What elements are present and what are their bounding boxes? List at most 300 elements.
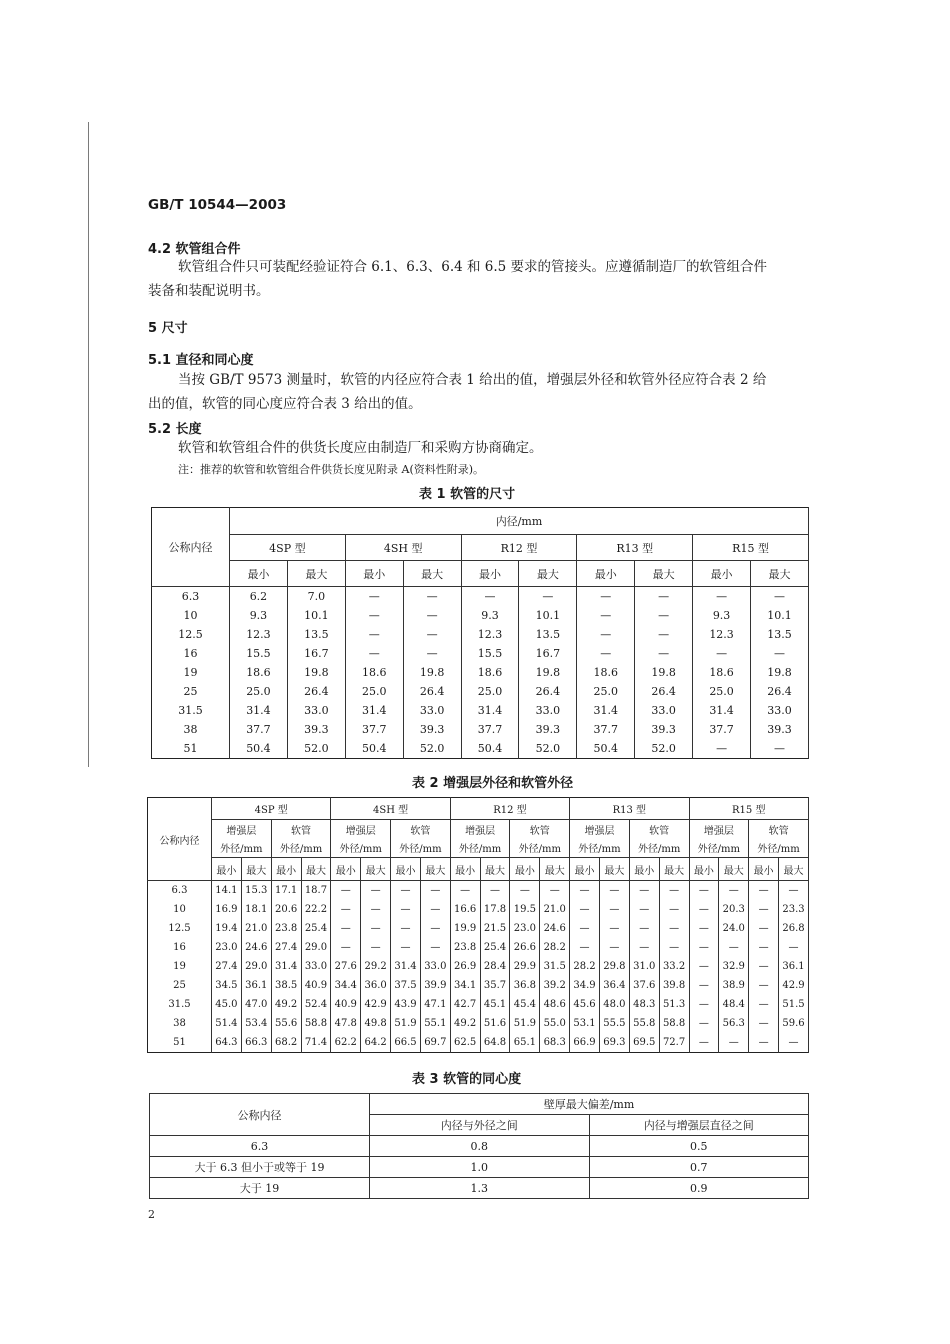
value-cell: —	[331, 919, 361, 938]
hose-header: 软管	[391, 820, 451, 839]
value-cell: 42.7	[450, 995, 480, 1014]
value-cell: —	[751, 644, 809, 663]
table-2-sub-header: 最大	[241, 858, 271, 881]
standard-number: GB/T 10544—2003	[148, 197, 287, 213]
value-cell: 49.2	[450, 1014, 480, 1033]
value-cell: —	[719, 938, 749, 957]
value-cell: —	[345, 625, 403, 644]
value-cell: 45.6	[570, 995, 600, 1014]
hose-header: 软管	[271, 820, 331, 839]
od-unit-header: 外径/mm	[570, 839, 630, 858]
value-cell: 27.6	[331, 957, 361, 976]
value-cell: 32.9	[719, 957, 749, 976]
value-cell: 34.5	[212, 976, 242, 995]
table-row	[148, 881, 809, 901]
value-cell: 64.2	[361, 1033, 391, 1053]
value-cell: 23.0	[212, 938, 242, 957]
table-row	[148, 976, 809, 995]
value-cell: 23.3	[779, 900, 809, 919]
table-1-sub-header: 最小	[461, 561, 519, 587]
od-unit-header: 外径/mm	[450, 839, 510, 858]
table-1-sub-header: 最大	[403, 561, 461, 587]
value-cell: 33.0	[635, 701, 693, 720]
value-cell: —	[331, 881, 361, 901]
value-cell: 18.6	[461, 663, 519, 682]
value-cell: 49.2	[271, 995, 301, 1014]
value-cell: —	[331, 900, 361, 919]
value-cell: —	[570, 919, 600, 938]
value-cell: —	[599, 919, 629, 938]
value-cell: —	[345, 606, 403, 625]
value-cell: —	[420, 881, 450, 901]
value-cell: 23.8	[450, 938, 480, 957]
table-row	[148, 1033, 809, 1053]
value-cell: 66.9	[570, 1033, 600, 1053]
value-cell: 52.0	[403, 739, 461, 759]
value-cell: 51.6	[480, 1014, 510, 1033]
value-cell: 24.6	[540, 919, 570, 938]
value-cell: 52.0	[519, 739, 577, 759]
value-cell: 37.7	[230, 720, 288, 739]
value-cell: 37.7	[345, 720, 403, 739]
value-cell: —	[629, 881, 659, 901]
table-2-type-header: R15 型	[689, 798, 809, 820]
page-number: 2	[148, 1208, 155, 1221]
od-unit-header: 外径/mm	[331, 839, 391, 858]
table-1-sub-header: 最小	[577, 561, 635, 587]
value-cell: 39.3	[751, 720, 809, 739]
value-cell: 33.0	[420, 957, 450, 976]
value-cell: 50.4	[345, 739, 403, 759]
value-cell: 47.8	[331, 1014, 361, 1033]
table-1-col0-header: 公称内径	[152, 508, 230, 587]
value-cell: —	[779, 881, 809, 901]
table-1-body	[152, 587, 809, 759]
value-cell: —	[599, 900, 629, 919]
table-1-type-header: R12 型	[461, 535, 577, 561]
table-3-col1-header: 内径与外径之间	[370, 1115, 590, 1136]
value-cell: 18.6	[230, 663, 288, 682]
value-cell: 23.0	[510, 919, 540, 938]
table-2-caption: 表 2 增强层外径和软管外径	[412, 776, 574, 791]
value-cell: 56.3	[719, 1014, 749, 1033]
value-cell: 12.3	[693, 625, 751, 644]
value-cell: —	[749, 1014, 779, 1033]
value-cell: 69.3	[599, 1033, 629, 1053]
value-cell: 35.7	[480, 976, 510, 995]
table-2-sub-header: 最大	[540, 858, 570, 881]
value-cell: 29.2	[361, 957, 391, 976]
value-cell: 25.0	[345, 682, 403, 701]
table-row	[152, 663, 809, 682]
value-cell: 26.6	[510, 938, 540, 957]
value-cell: 20.3	[719, 900, 749, 919]
table-3-col2-header: 内径与增强层直径之间	[589, 1115, 809, 1136]
value-cell: 25.0	[577, 682, 635, 701]
table-row	[152, 682, 809, 701]
reinforcement-header: 增强层	[331, 820, 391, 839]
table-3-caption: 表 3 软管的同心度	[412, 1072, 522, 1087]
table-2-type-header: 4SP 型	[212, 798, 331, 820]
value-cell: 36.8	[510, 976, 540, 995]
table-2-body	[148, 881, 809, 1053]
reinforcement-header: 增强层	[450, 820, 510, 839]
value-cell: 33.2	[659, 957, 689, 976]
nominal-bore-cell: 6.3	[148, 881, 212, 901]
value-cell: —	[749, 1033, 779, 1053]
value-cell: 19.8	[635, 663, 693, 682]
value-cell: 29.0	[241, 957, 271, 976]
value-cell: 34.9	[570, 976, 600, 995]
value-cell: 55.5	[599, 1014, 629, 1033]
value-cell: 51.9	[391, 1014, 421, 1033]
value-cell: —	[659, 900, 689, 919]
value-cell: —	[570, 900, 600, 919]
table-3	[149, 1093, 809, 1199]
hose-header: 软管	[749, 820, 809, 839]
value-cell: —	[420, 919, 450, 938]
value-cell: 48.6	[540, 995, 570, 1014]
value-cell: 49.8	[361, 1014, 391, 1033]
value-cell: 7.0	[287, 587, 345, 607]
table-2-col0-header: 公称内径	[148, 798, 212, 881]
value-cell: 33.0	[519, 701, 577, 720]
value-cell: —	[331, 938, 361, 957]
value-cell: 26.9	[450, 957, 480, 976]
value-cell: 36.4	[599, 976, 629, 995]
table-2-sub-header: 最大	[719, 858, 749, 881]
value-cell: 6.2	[230, 587, 288, 607]
value-cell: —	[749, 995, 779, 1014]
value-cell: —	[345, 587, 403, 607]
value-cell: 39.3	[403, 720, 461, 739]
value-cell: 24.6	[241, 938, 271, 957]
value-cell: 15.5	[230, 644, 288, 663]
value-cell: 48.0	[599, 995, 629, 1014]
value-cell: 39.3	[519, 720, 577, 739]
value-cell: 51.5	[779, 995, 809, 1014]
table-row	[152, 701, 809, 720]
value-cell: 25.0	[230, 682, 288, 701]
nominal-bore-cell: 10	[152, 606, 230, 625]
value-cell: 39.3	[635, 720, 693, 739]
value-cell: —	[749, 900, 779, 919]
value-cell: 19.9	[450, 919, 480, 938]
binding-margin-line	[88, 122, 89, 767]
value-cell: —	[519, 587, 577, 607]
value-cell: 14.1	[212, 881, 242, 901]
value-cell: 34.1	[450, 976, 480, 995]
value-cell: 64.8	[480, 1033, 510, 1053]
od-unit-header: 外径/mm	[689, 839, 749, 858]
table-1-sub-header: 最小	[693, 561, 751, 587]
value-cell: 37.7	[461, 720, 519, 739]
nominal-bore-cell: 25	[148, 976, 212, 995]
value-cell: 31.0	[629, 957, 659, 976]
table-1-sub-header: 最大	[519, 561, 577, 587]
hose-header: 软管	[510, 820, 570, 839]
value-cell: 55.6	[271, 1014, 301, 1033]
value-cell: 62.2	[331, 1033, 361, 1053]
value-cell: 0.7	[589, 1157, 809, 1178]
value-cell: 17.8	[480, 900, 510, 919]
value-cell: 39.9	[420, 976, 450, 995]
value-cell: —	[749, 938, 779, 957]
value-cell: —	[361, 881, 391, 901]
nominal-bore-cell: 31.5	[152, 701, 230, 720]
nominal-bore-cell: 38	[148, 1014, 212, 1033]
value-cell: 34.4	[331, 976, 361, 995]
table-2-sub-header: 最大	[779, 858, 809, 881]
value-cell: —	[689, 881, 719, 901]
value-cell: 66.3	[241, 1033, 271, 1053]
value-cell: 36.1	[779, 957, 809, 976]
value-cell: 65.1	[510, 1033, 540, 1053]
value-cell: —	[391, 938, 421, 957]
table-1-type-header: 4SP 型	[230, 535, 346, 561]
table-row	[150, 1178, 809, 1199]
value-cell: 0.9	[589, 1178, 809, 1199]
value-cell: —	[629, 938, 659, 957]
nominal-bore-cell: 19	[148, 957, 212, 976]
table-2-sub-header: 最大	[599, 858, 629, 881]
value-cell: —	[391, 881, 421, 901]
value-cell: —	[599, 938, 629, 957]
value-cell: —	[403, 644, 461, 663]
value-cell: 31.4	[345, 701, 403, 720]
value-cell: 37.5	[391, 976, 421, 995]
table-2-sub-header: 最小	[510, 858, 540, 881]
value-cell: 36.0	[361, 976, 391, 995]
table-2-sub-header: 最小	[570, 858, 600, 881]
nominal-bore-cell: 19	[152, 663, 230, 682]
value-cell: 27.4	[271, 938, 301, 957]
value-cell: 19.8	[751, 663, 809, 682]
value-cell: —	[577, 644, 635, 663]
value-cell: 16.6	[450, 900, 480, 919]
value-cell: 64.3	[212, 1033, 242, 1053]
table-row	[152, 606, 809, 625]
table-1-sub-header: 最小	[230, 561, 288, 587]
section-4-2-line-2: 装备和装配说明书。	[148, 283, 270, 299]
value-cell: 15.3	[241, 881, 271, 901]
table-row	[152, 739, 809, 759]
value-cell: —	[629, 919, 659, 938]
table-row	[152, 720, 809, 739]
table-1-sub-header: 最小	[345, 561, 403, 587]
table-2-sub-header: 最小	[749, 858, 779, 881]
value-cell: —	[480, 881, 510, 901]
value-cell: 18.6	[577, 663, 635, 682]
value-cell: 31.4	[230, 701, 288, 720]
table-row	[152, 644, 809, 663]
nominal-bore-cell: 16	[152, 644, 230, 663]
table-2-sub-header: 最小	[629, 858, 659, 881]
value-cell: 9.3	[693, 606, 751, 625]
table-row	[152, 587, 809, 607]
value-cell: —	[689, 919, 719, 938]
value-cell: 33.0	[403, 701, 461, 720]
value-cell: 12.3	[461, 625, 519, 644]
value-cell: 52.4	[301, 995, 331, 1014]
value-cell: 16.9	[212, 900, 242, 919]
section-5-2-line-1: 软管和软管组合件的供货长度应由制造厂和采购方协商确定。	[178, 440, 543, 456]
value-cell: 26.4	[635, 682, 693, 701]
value-cell: 38.5	[271, 976, 301, 995]
section-5-1-heading: 5.1 直径和同心度	[148, 353, 254, 368]
value-cell: 33.0	[751, 701, 809, 720]
value-cell: 40.9	[301, 976, 331, 995]
value-cell: —	[689, 1014, 719, 1033]
value-cell: 37.7	[577, 720, 635, 739]
value-cell: —	[693, 587, 751, 607]
value-cell: —	[577, 606, 635, 625]
value-cell: 48.3	[629, 995, 659, 1014]
table-1-type-header: R15 型	[693, 535, 809, 561]
value-cell: 25.0	[461, 682, 519, 701]
table-1-type-header: 4SH 型	[345, 535, 461, 561]
table-2-sub-header: 最小	[331, 858, 361, 881]
section-4-2-heading: 4.2 软管组合件	[148, 242, 241, 257]
value-cell: 26.4	[287, 682, 345, 701]
value-cell: 15.5	[461, 644, 519, 663]
value-cell: 1.3	[370, 1178, 590, 1199]
value-cell: —	[599, 881, 629, 901]
table-2-sub-header: 最大	[659, 858, 689, 881]
value-cell: 19.8	[403, 663, 461, 682]
value-cell: 37.7	[693, 720, 751, 739]
section-5-1-line-2: 出的值，软管的同心度应符合表 3 给出的值。	[148, 396, 422, 412]
value-cell: —	[751, 587, 809, 607]
value-cell: 50.4	[461, 739, 519, 759]
value-cell: —	[361, 900, 391, 919]
table-1-group-header: 内径/mm	[230, 508, 809, 535]
value-cell: 68.3	[540, 1033, 570, 1053]
value-cell: 29.9	[510, 957, 540, 976]
value-cell: 31.4	[577, 701, 635, 720]
value-cell: 62.5	[450, 1033, 480, 1053]
value-cell: —	[420, 900, 450, 919]
value-cell: 10.1	[751, 606, 809, 625]
value-cell: —	[361, 938, 391, 957]
value-cell: 53.4	[241, 1014, 271, 1033]
value-cell: 39.8	[659, 976, 689, 995]
value-cell: 55.0	[540, 1014, 570, 1033]
value-cell: —	[635, 644, 693, 663]
section-5-2-heading: 5.2 长度	[148, 422, 202, 437]
table-3-group-header: 壁厚最大偏差/mm	[370, 1094, 809, 1115]
table-row	[150, 1136, 809, 1157]
nominal-bore-cell: 12.5	[152, 625, 230, 644]
table-row	[150, 1157, 809, 1178]
od-unit-header: 外径/mm	[212, 839, 272, 858]
value-cell: 26.4	[519, 682, 577, 701]
nominal-bore-cell: 大于 19	[150, 1178, 370, 1199]
value-cell: 51.4	[212, 1014, 242, 1033]
nominal-bore-cell: 16	[148, 938, 212, 957]
nominal-bore-cell: 大于 6.3 但小于或等于 19	[150, 1157, 370, 1178]
table-2-type-header: R13 型	[570, 798, 689, 820]
value-cell: 12.3	[230, 625, 288, 644]
value-cell: 31.4	[391, 957, 421, 976]
value-cell: 19.8	[519, 663, 577, 682]
value-cell: —	[659, 919, 689, 938]
value-cell: 23.8	[271, 919, 301, 938]
value-cell: —	[391, 900, 421, 919]
section-5-heading: 5 尺寸	[148, 321, 188, 336]
table-2-sub-header: 最大	[301, 858, 331, 881]
value-cell: 21.0	[241, 919, 271, 938]
value-cell: —	[749, 881, 779, 901]
value-cell: —	[719, 1033, 749, 1053]
value-cell: 72.7	[659, 1033, 689, 1053]
value-cell: 17.1	[271, 881, 301, 901]
value-cell: —	[570, 938, 600, 957]
value-cell: 50.4	[230, 739, 288, 759]
table-2-sub-header: 最大	[361, 858, 391, 881]
table-2	[147, 797, 809, 1053]
value-cell: 19.4	[212, 919, 242, 938]
value-cell: —	[345, 644, 403, 663]
value-cell: 42.9	[779, 976, 809, 995]
value-cell: —	[749, 919, 779, 938]
table-2-sub-header: 最小	[391, 858, 421, 881]
value-cell: —	[749, 957, 779, 976]
table-row	[148, 957, 809, 976]
value-cell: —	[403, 625, 461, 644]
value-cell: 59.6	[779, 1014, 809, 1033]
od-unit-header: 外径/mm	[749, 839, 809, 858]
value-cell: 9.3	[230, 606, 288, 625]
value-cell: —	[749, 976, 779, 995]
value-cell: 16.7	[287, 644, 345, 663]
value-cell: 28.2	[570, 957, 600, 976]
value-cell: 52.0	[635, 739, 693, 759]
table-row	[148, 900, 809, 919]
nominal-bore-cell: 31.5	[148, 995, 212, 1014]
value-cell: —	[450, 881, 480, 901]
value-cell: —	[689, 900, 719, 919]
value-cell: 68.2	[271, 1033, 301, 1053]
value-cell: 29.8	[599, 957, 629, 976]
value-cell: 51.3	[659, 995, 689, 1014]
value-cell: —	[689, 976, 719, 995]
value-cell: 0.8	[370, 1136, 590, 1157]
value-cell: 31.5	[540, 957, 570, 976]
value-cell: 27.4	[212, 957, 242, 976]
value-cell: —	[693, 739, 751, 759]
value-cell: 71.4	[301, 1033, 331, 1053]
value-cell: 13.5	[751, 625, 809, 644]
value-cell: —	[659, 881, 689, 901]
value-cell: 0.5	[589, 1136, 809, 1157]
value-cell: —	[689, 957, 719, 976]
value-cell: 66.5	[391, 1033, 421, 1053]
value-cell: —	[689, 995, 719, 1014]
value-cell: 52.0	[287, 739, 345, 759]
nominal-bore-cell: 51	[148, 1033, 212, 1053]
section-5-2-note: 注：推荐的软管和软管组合件供货长度见附录 A(资料性附录)。	[178, 463, 485, 476]
value-cell: 31.4	[271, 957, 301, 976]
value-cell: 18.7	[301, 881, 331, 901]
reinforcement-header: 增强层	[689, 820, 749, 839]
value-cell: 69.7	[420, 1033, 450, 1053]
section-5-1-line-1: 当按 GB/T 9573 测量时，软管的内径应符合表 1 给出的值，增强层外径和软管外径应符合表 2 给	[178, 372, 767, 388]
value-cell: —	[779, 938, 809, 957]
value-cell: —	[635, 625, 693, 644]
value-cell: 18.1	[241, 900, 271, 919]
value-cell: 24.0	[719, 919, 749, 938]
